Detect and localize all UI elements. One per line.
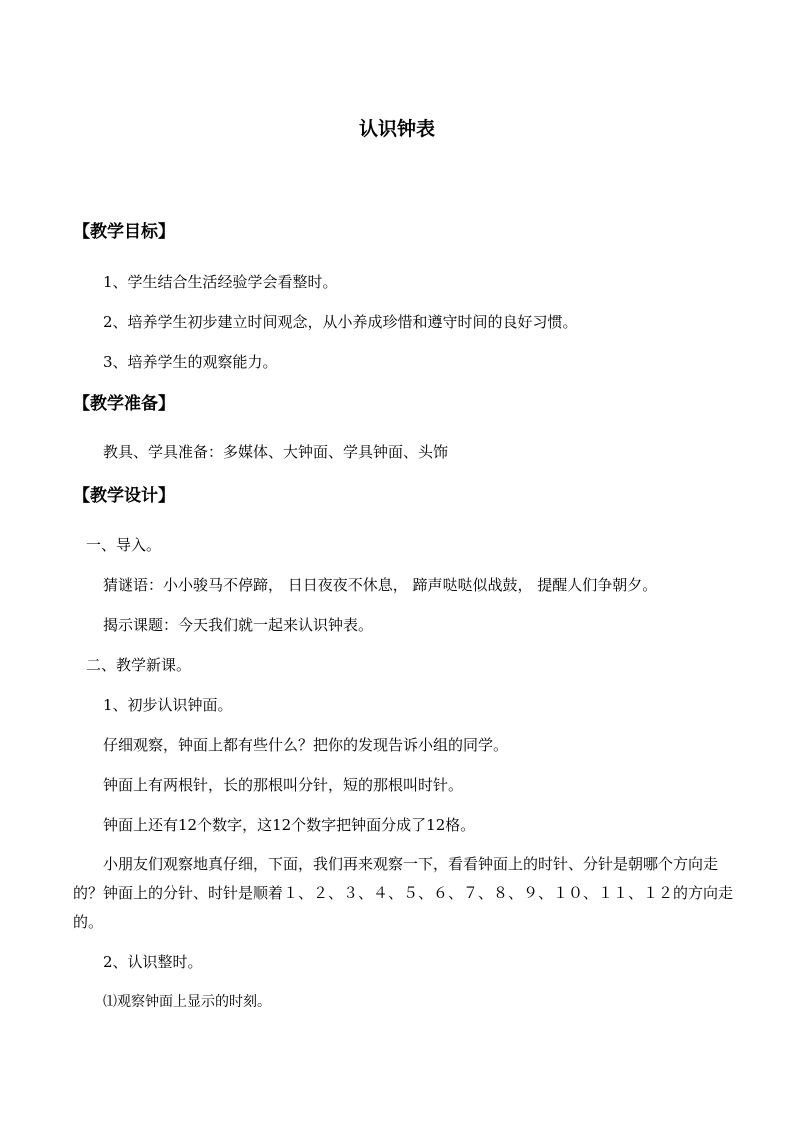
riddle-text: 猜谜语：小小骏马不停蹄， 日日夜夜不休息， 蹄声哒哒似战鼓， 提醒人们争朝夕。 [103,576,658,594]
part-one-heading: 一、导入。 [86,536,162,554]
observe-text: 仔细观察，钟面上都有些什么？把你的发现告诉小组的同学。 [103,736,509,754]
goal-item: 2、培养学生初步建立时间观念，从小养成珍惜和遵守时间的良好习惯。 [103,313,578,331]
prep-text: 教具、学具准备：多媒体、大钟面、学具钟面、头饰 [103,443,449,461]
page-title: 认识钟表 [358,118,435,140]
hands-text: 钟面上有两根针，长的那根叫分针，短的那根叫时针。 [103,776,464,794]
sub-step-text: ⑴观察钟面上显示的时刻。 [103,994,271,1010]
reveal-topic-text: 揭示课题：今天我们就一起来认识钟表。 [103,616,374,634]
goal-item: 1、学生结合生活经验学会看整时。 [103,273,338,291]
numbers-text: 钟面上还有12个数字，这12个数字把钟面分成了12格。 [103,816,476,834]
goal-item: 3、培养学生的观察能力。 [103,353,278,371]
design-heading: 【教学设计】 [73,486,175,506]
step-two-heading: 2、认识整时。 [103,953,203,971]
prep-heading: 【教学准备】 [73,394,175,414]
part-two-heading: 二、教学新课。 [86,656,192,674]
goals-heading: 【教学目标】 [73,222,175,242]
step-one-heading: 1、初步认识钟面。 [103,696,233,714]
direction-paragraph: 小朋友们观察地真仔细，下面，我们再来观察一下，看看钟面上的时针、分针是朝哪个方向走的？钟面上的分针、时针是顺着１、２、３、４、５、６、７、８、９、１０、１１、１２的方向走的。 [73,855,734,931]
